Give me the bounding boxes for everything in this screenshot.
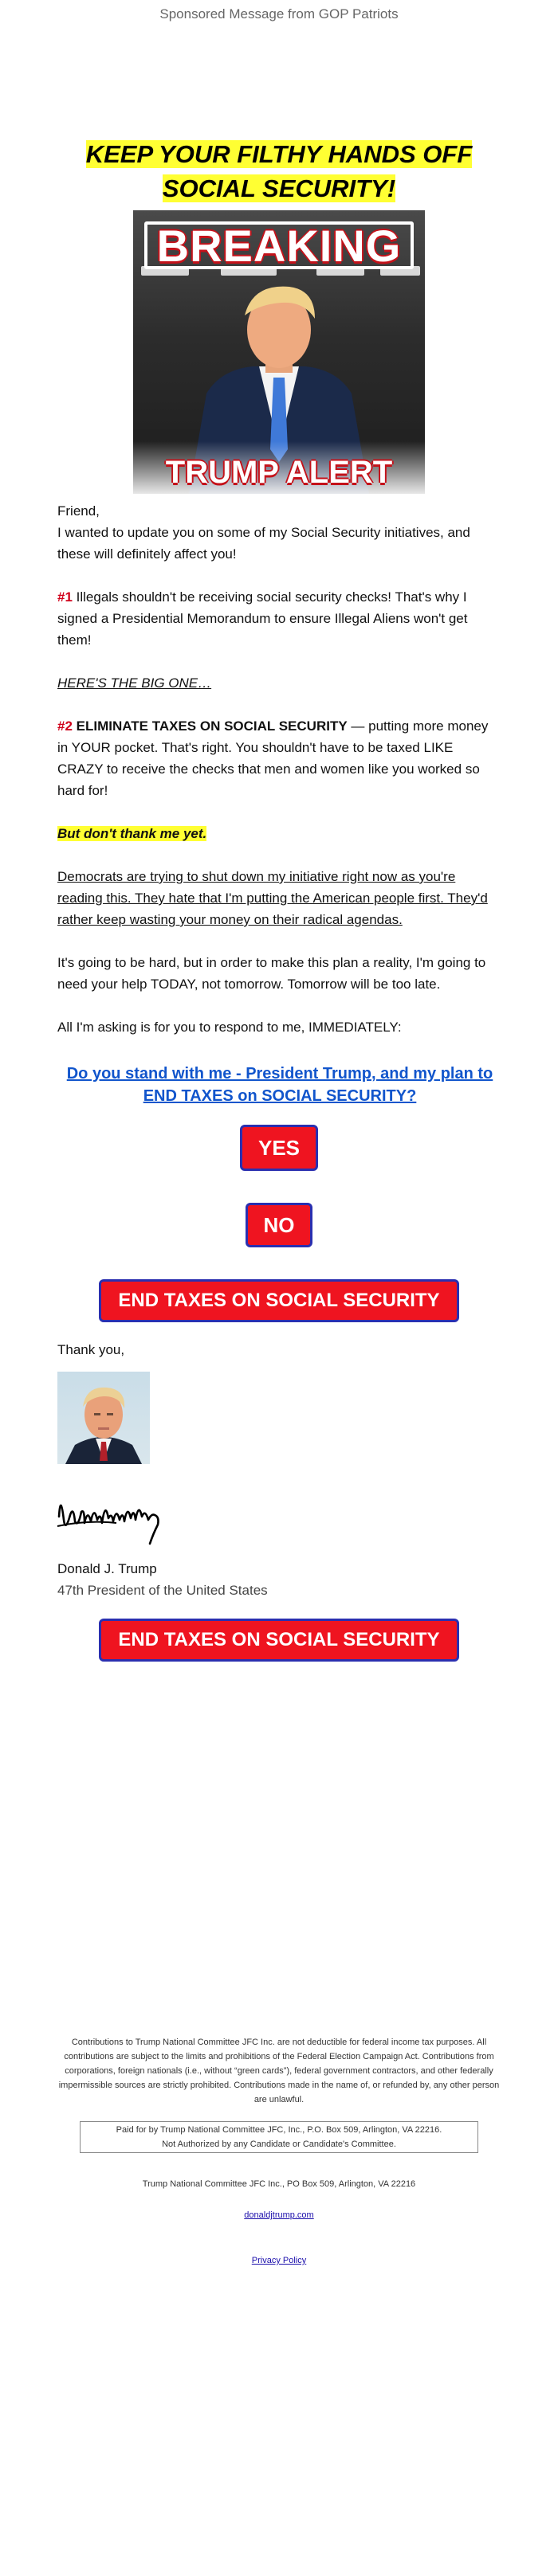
point-1-number: #1: [57, 589, 73, 605]
trump-alert-text: TRUMP ALERT: [165, 455, 393, 490]
breaking-text: BREAKING: [156, 221, 402, 271]
greeting: Friend,: [57, 503, 100, 519]
privacy-policy-link[interactable]: Privacy Policy: [251, 2256, 307, 2265]
breaking-trump-alert-image[interactable]: [133, 210, 425, 494]
point-2-paragraph: [57, 715, 502, 801]
point-2-heading: ELIMINATE TAXES ON SOCIAL SECURITY: [72, 718, 348, 734]
hard-paragraph: It's going to be hard, but in order to make this plan a reality, I'm going to need your help TODAY, not tomorrow. Tomorrow will be too late.: [57, 955, 486, 992]
paid-for-line-2: Not Authorized by any Candidate or Candidate's Committee.: [162, 2139, 396, 2149]
headline-line-2: SOCIAL SECURITY!: [162, 174, 396, 202]
trump-portrait: [57, 1372, 150, 1464]
paid-for-line-1: Paid for by Trump National Committee JFC, Inc., P.O. Box 509, Arlington, VA 22216.: [116, 2125, 442, 2135]
dont-thank-text: But don't thank me yet.: [57, 826, 207, 841]
paid-for-box: [80, 2121, 478, 2153]
end-taxes-button-top[interactable]: END TAXES ON SOCIAL SECURITY: [99, 1279, 459, 1322]
intro-paragraph: I wanted to update you on some of my Social Security initiatives, and these will definitely affect you!: [57, 525, 470, 562]
portrait-illustration: [57, 1372, 150, 1464]
point-2-number: #2: [57, 718, 73, 734]
site-link-row: [0, 2210, 558, 2220]
headline: [0, 137, 558, 206]
dont-thank-line: [57, 823, 502, 844]
committee-address: Trump National Committee JFC Inc., PO Box 509, Arlington, VA 22216: [142, 2179, 416, 2189]
signature: [56, 1485, 163, 1547]
end-taxes-button-bottom[interactable]: END TAXES ON SOCIAL SECURITY: [99, 1619, 459, 1662]
question-link[interactable]: Do you stand with me - President Trump, and my plan to END TAXES on SOCIAL SECURITY?: [66, 1065, 493, 1105]
thank-you-text: Thank you,: [57, 1342, 125, 1357]
big-one-line: HERE'S THE BIG ONE…: [57, 675, 212, 691]
sponsor-line: Sponsored Message from GOP Patriots: [159, 6, 399, 22]
no-button[interactable]: NO: [246, 1203, 312, 1247]
yes-button[interactable]: YES: [240, 1125, 318, 1171]
point-2-text: — putting more money in YOUR pocket. That's right. You shouldn't have to be taxed LIKE CRAZY to receive the checks that men and women like you worked so hard for!: [57, 718, 489, 798]
point-1-text: Illegals shouldn't be receiving social security checks! That's why I signed a Presidential Memorandum to ensure Illegal Aliens won't get them!: [57, 589, 468, 648]
asking-line: All I'm asking is for you to respond to me, IMMEDIATELY:: [57, 1020, 402, 1035]
privacy-row: [0, 2256, 558, 2265]
headline-line-1: KEEP YOUR FILTHY HANDS OFF: [85, 140, 473, 168]
point-1-paragraph: [57, 586, 502, 651]
legal-disclaimer: Contributions to Trump National Committee JFC Inc. are not deductible for federal income tax purposes. All contributions are subject to the limits and prohibitions of the Federal Election Campaign Act. Contributions from corporations, foreign nationals (i.e., without “green cards”), federal government contractors, and other federally impermissible sources are strictly prohibited. Contributions made in the name of, or refunded by, any other person are unlawful.: [58, 2038, 500, 2104]
website-link[interactable]: donaldjtrump.com: [244, 2210, 314, 2220]
signer-title: 47th President of the United States: [57, 1583, 268, 1598]
signer-name: Donald J. Trump: [57, 1561, 157, 1576]
democrats-paragraph: Democrats are trying to shut down my initiative right now as you're reading this. They hate that I'm putting the American people first. They'd rather keep wasting your money on their radical agendas.: [57, 869, 488, 927]
